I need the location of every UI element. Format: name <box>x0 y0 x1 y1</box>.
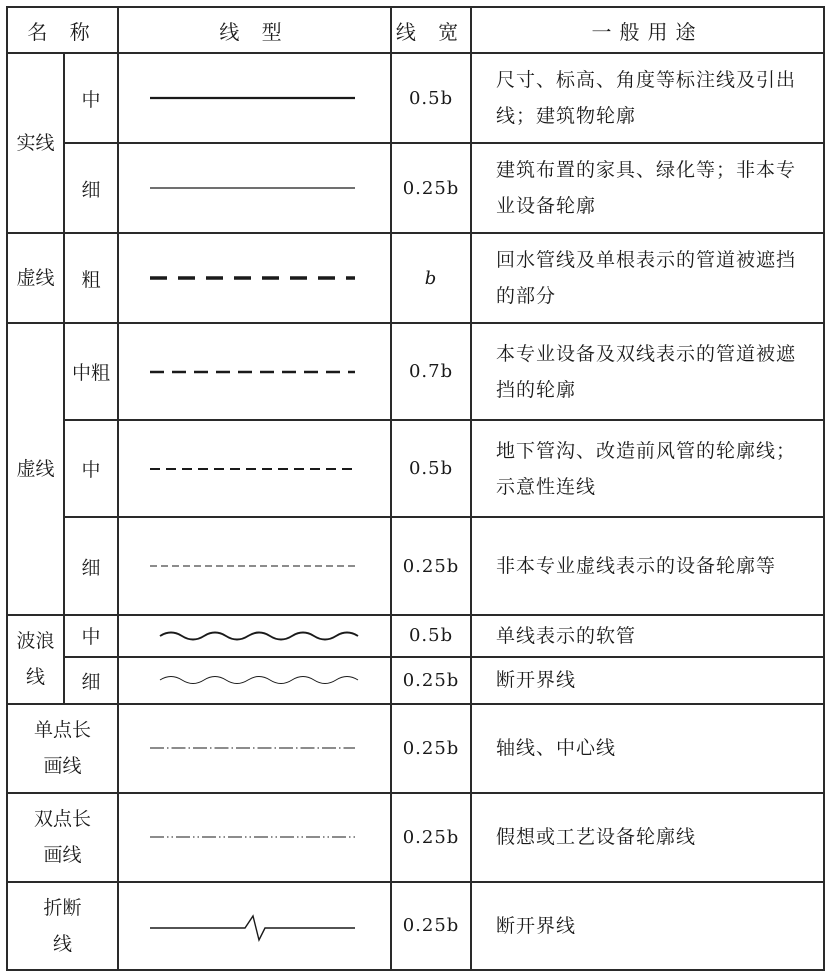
line-width: 0.25b <box>391 517 471 614</box>
table-row <box>7 517 824 614</box>
usage-text: 尺寸、标高、角度等标注线及引出线；建筑物轮廓 <box>471 53 824 143</box>
line-sample-wave-thin <box>118 657 391 704</box>
line-width: 0.5b <box>391 420 471 517</box>
table-row <box>7 882 824 970</box>
group-dbldotdash: 双点长画线 <box>7 793 118 882</box>
line-sample-dashed-thin <box>118 517 391 614</box>
table-row <box>7 657 824 704</box>
break-line-icon <box>145 906 365 946</box>
line-width: 0.25b <box>391 793 471 882</box>
usage-text: 轴线、中心线 <box>471 704 824 793</box>
line-sample-dashed-medium-thick <box>118 323 391 420</box>
sub-name: 中 <box>64 615 118 657</box>
dashed-thin-line-icon <box>145 556 365 576</box>
line-sample-dashed-medium <box>118 420 391 517</box>
line-sample-dot-dash <box>118 704 391 793</box>
table-row <box>7 793 824 882</box>
wave-medium-line-icon <box>145 626 365 646</box>
usage-text: 断开界线 <box>471 657 824 704</box>
sub-name: 细 <box>64 143 118 233</box>
header-width: 线 宽 <box>391 7 471 53</box>
table-row <box>7 704 824 793</box>
line-sample-double-dot-dash <box>118 793 391 882</box>
line-width: 0.5b <box>391 615 471 657</box>
line-sample-wave-medium <box>118 615 391 657</box>
sub-name: 中粗 <box>64 323 118 420</box>
line-width: 0.25b <box>391 882 471 970</box>
header-row <box>7 7 824 53</box>
solid-thin-line-icon <box>145 178 365 198</box>
table-row <box>7 615 824 657</box>
table-row <box>7 420 824 517</box>
line-sample-solid-thin <box>118 143 391 233</box>
double-dot-dash-line-icon <box>145 827 365 847</box>
sub-name: 细 <box>64 657 118 704</box>
table-row <box>7 143 824 233</box>
usage-text: 建筑布置的家具、绿化等；非本专业设备轮廓 <box>471 143 824 233</box>
solid-medium-line-icon <box>145 88 365 108</box>
usage-text: 地下管沟、改造前风管的轮廓线；示意性连线 <box>471 420 824 517</box>
line-sample-break-line <box>118 882 391 970</box>
sub-name: 细 <box>64 517 118 614</box>
group-dashed: 虚线 <box>7 323 64 614</box>
line-width: 0.5b <box>391 53 471 143</box>
line-sample-solid-medium <box>118 53 391 143</box>
dot-dash-line-icon <box>145 738 365 758</box>
line-width: b <box>391 233 471 323</box>
usage-text: 假想或工艺设备轮廓线 <box>471 793 824 882</box>
header-usage: 一般用途 <box>471 7 824 53</box>
dashed-thick-line-icon <box>145 268 365 288</box>
table-row <box>7 323 824 420</box>
group-dotdash: 单点长画线 <box>7 704 118 793</box>
table-row <box>7 233 824 323</box>
usage-text: 断开界线 <box>471 882 824 970</box>
sub-name: 中 <box>64 420 118 517</box>
sub-name: 粗 <box>64 233 118 323</box>
header-type: 线 型 <box>118 7 391 53</box>
group-wave: 波浪线 <box>7 615 64 704</box>
usage-text: 单线表示的软管 <box>471 615 824 657</box>
usage-text: 回水管线及单根表示的管道被遮挡的部分 <box>471 233 824 323</box>
usage-text: 本专业设备及双线表示的管道被遮挡的轮廓 <box>471 323 824 420</box>
group-solid: 实线 <box>7 53 64 233</box>
group-breakline: 折断线 <box>7 882 118 970</box>
line-type-table <box>6 6 825 971</box>
table-row <box>7 53 824 143</box>
usage-text: 非本专业虚线表示的设备轮廓等 <box>471 517 824 614</box>
group-dashed-thick: 虚线 <box>7 233 64 323</box>
line-sample-dashed-thick <box>118 233 391 323</box>
wave-thin-line-icon <box>145 670 365 690</box>
header-name: 名 称 <box>7 7 118 53</box>
sub-name: 中 <box>64 53 118 143</box>
dashed-medium-line-icon <box>145 459 365 479</box>
line-width: 0.25b <box>391 704 471 793</box>
line-width: 0.7b <box>391 323 471 420</box>
line-width: 0.25b <box>391 143 471 233</box>
dashed-medium-thick-line-icon <box>145 362 365 382</box>
line-width: 0.25b <box>391 657 471 704</box>
